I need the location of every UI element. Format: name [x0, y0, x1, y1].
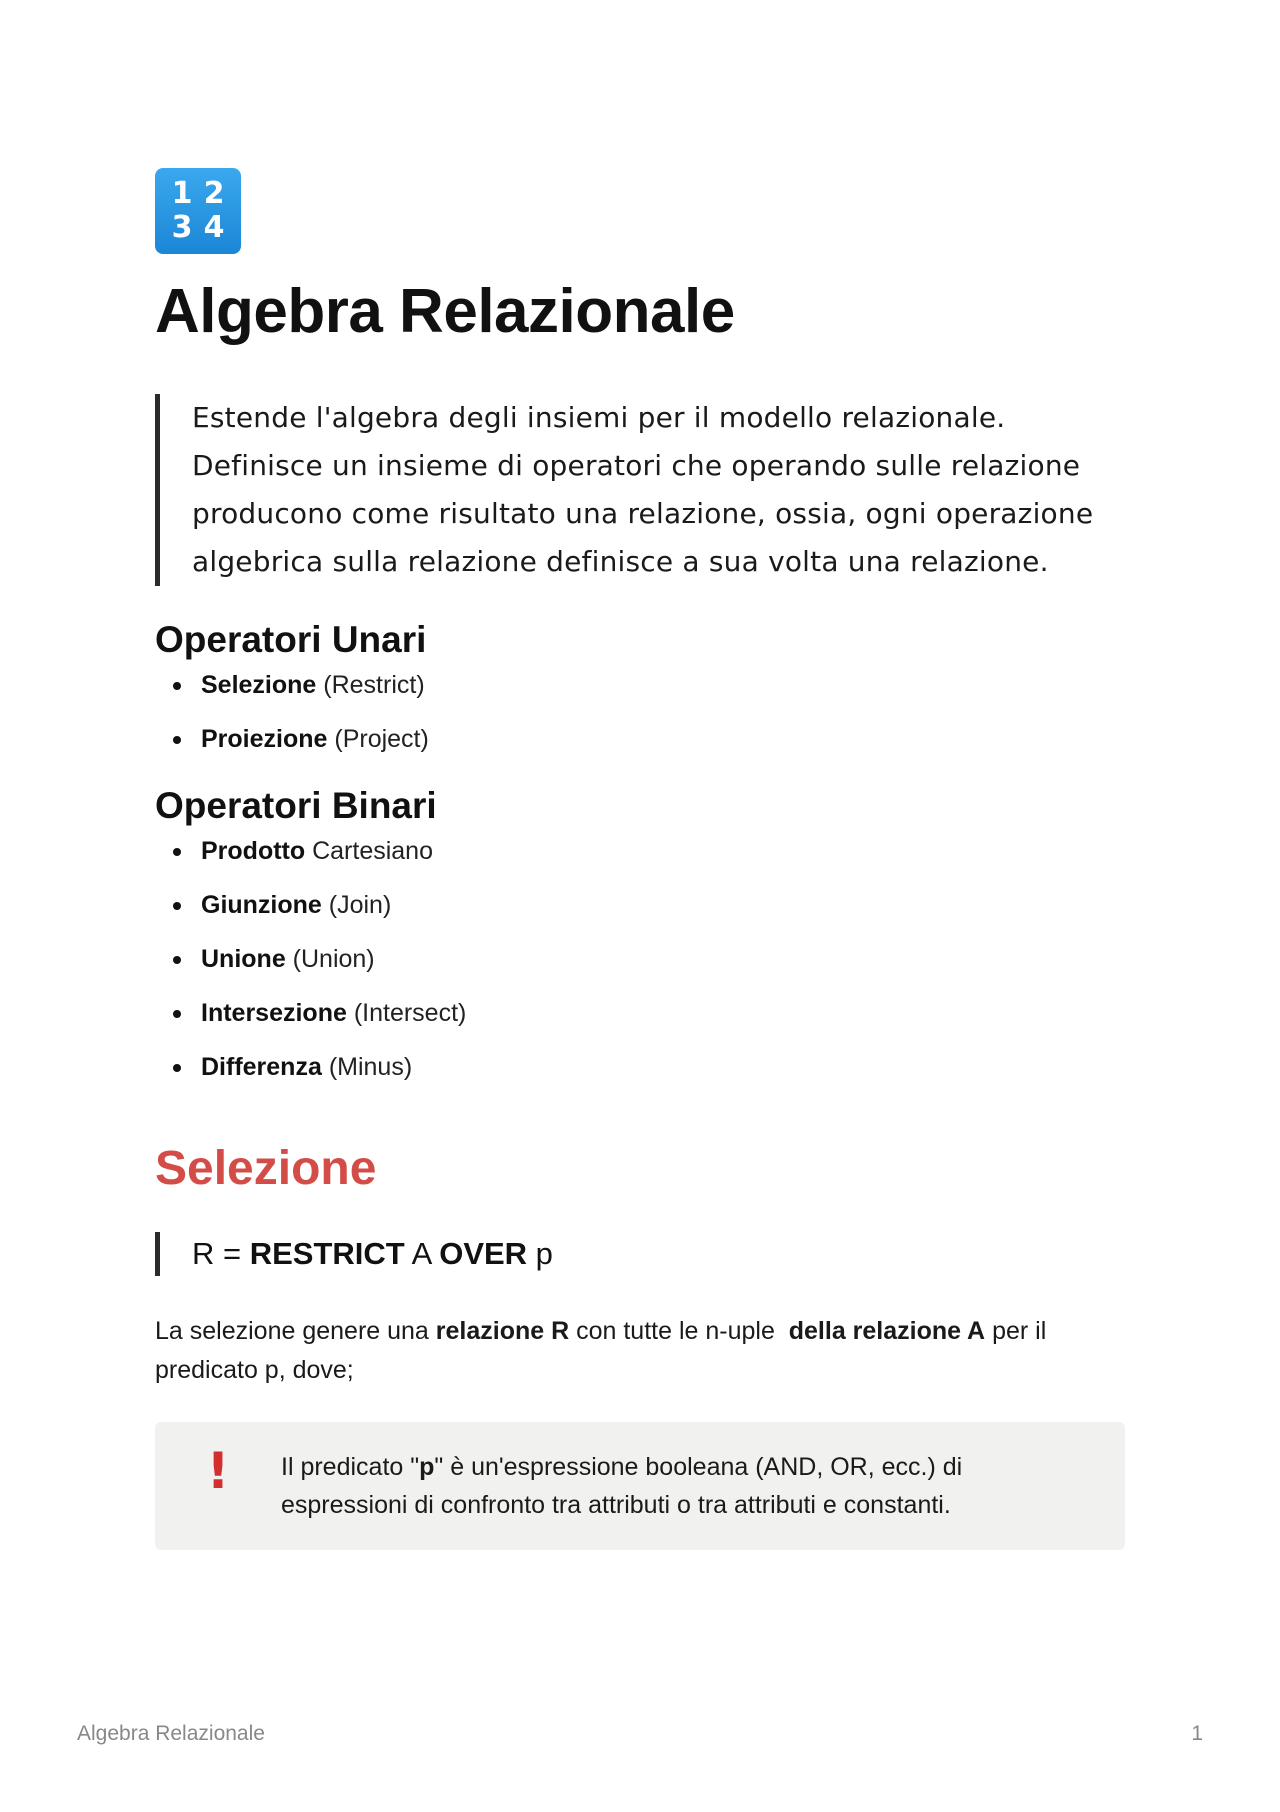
callout-fragment: " è un'espressione booleana (AND, OR, ecc.) di espressioni di confronto tra attributi o tra attributi e constanti. [281, 1453, 963, 1519]
callout-bold: p [419, 1453, 435, 1481]
item-term: Prodotto [201, 837, 306, 865]
list-item [155, 890, 1125, 920]
item-detail: (Minus) [321, 1053, 413, 1081]
icon-digit: 2 [203, 176, 225, 211]
heading-selezione: Selezione [155, 1142, 377, 1195]
callout-fragment: Il predicato " [281, 1453, 420, 1481]
item-term: Differenza [201, 1053, 322, 1081]
icon-digit: 1 [171, 176, 193, 211]
para-bold: relazione R [435, 1317, 570, 1345]
formula-keyword: RESTRICT [249, 1236, 405, 1271]
formula-text: p [527, 1236, 553, 1271]
item-detail: Cartesiano [305, 837, 433, 865]
input-numbers-icon [155, 168, 241, 254]
intro-quote [155, 394, 1125, 586]
item-detail: (Intersect) [346, 999, 467, 1027]
page-content [155, 168, 1125, 1550]
para-text: con tutte le n-uple [569, 1317, 789, 1345]
list-item [155, 724, 1125, 754]
item-detail: (Restrict) [316, 671, 425, 699]
para-text: La selezione genere una [155, 1317, 436, 1345]
list-item [155, 998, 1125, 1028]
list-item [155, 836, 1125, 866]
formula-text: A [404, 1236, 440, 1271]
icon-digit: 4 [203, 210, 225, 245]
item-term: Unione [201, 945, 286, 973]
formula-quote [155, 1232, 1125, 1276]
unari-list [155, 670, 1125, 754]
item-term: Giunzione [201, 891, 322, 919]
binari-list [155, 836, 1125, 1082]
heading-operatori-unari: Operatori Unari [155, 619, 427, 660]
item-detail: (Project) [327, 725, 429, 753]
list-item [155, 944, 1125, 974]
intro-line-1: Estende l'algebra degli insiemi per il modello relazionale. [192, 401, 1006, 434]
page-number: 1 [1191, 1722, 1203, 1745]
selezione-description [155, 1312, 1125, 1390]
list-item [155, 670, 1125, 700]
list-item [155, 1052, 1125, 1082]
intro-line-2: Definisce un insieme di operatori che operando sulle relazione producono come risultato una relazione, ossia, ogni operazione algebrica sulla relazione definisce a sua volta una relazione. [192, 449, 1094, 578]
para-text: per il predicato p, dove; [155, 1317, 1047, 1384]
exclamation-icon: ! [206, 1442, 230, 1500]
heading-operatori-binari: Operatori Binari [155, 785, 437, 826]
formula-text: R = [192, 1236, 250, 1271]
callout-text [281, 1448, 1089, 1524]
formula-keyword: OVER [439, 1236, 528, 1271]
icon-digit: 3 [171, 210, 193, 245]
item-detail: (Join) [321, 891, 392, 919]
item-term: Proiezione [201, 725, 328, 753]
item-term: Intersezione [201, 999, 347, 1027]
para-bold: della relazione A [788, 1317, 986, 1345]
item-detail: (Union) [285, 945, 375, 973]
page-title: Algebra Relazionale [155, 277, 735, 346]
callout-box [155, 1422, 1125, 1550]
item-term: Selezione [201, 671, 317, 699]
footer-title: Algebra Relazionale [77, 1722, 265, 1745]
